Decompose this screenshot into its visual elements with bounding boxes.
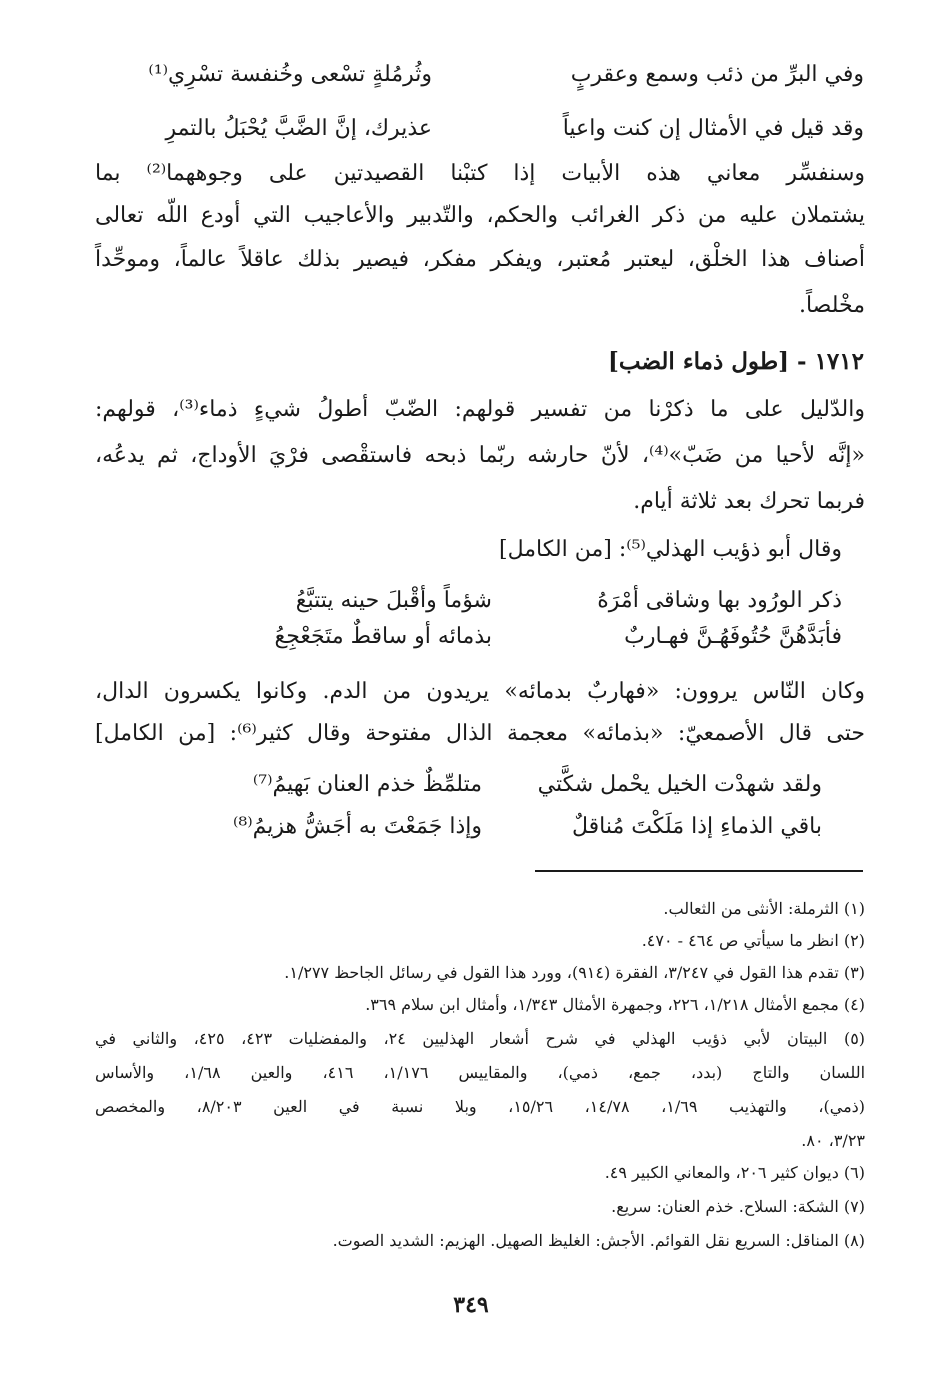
paragraph-1-line-1: وسنفسِّر معاني هذه الأبيات إذا كتبْنا القصيدتين على وجوههما⁽²⁾ بما bbox=[95, 161, 865, 186]
footnote-number: (٨) bbox=[843, 1231, 865, 1250]
footnote-text: البيتان لأبي ذؤيب الهذلي في شرح أشعار الهذليين ٢٤، والمفضليات ٤٢٣، ٤٢٥، والثاني في bbox=[95, 1029, 828, 1048]
footnote-3 bbox=[95, 960, 865, 985]
footnote-number: (٣) bbox=[843, 963, 865, 982]
footnote-1 bbox=[95, 896, 865, 921]
poem-2-verse-2-second: بذمائه أو ساقطٌ متَجَعْجِعُ bbox=[274, 624, 492, 649]
verse-1-second-hemistich: وثُرمُلةٍ تسْعى وخُنفسة تسْرِي⁽¹⁾ bbox=[148, 62, 432, 87]
footnote-number: (٥) bbox=[843, 1029, 866, 1048]
paragraph-3-line-2: حتى قال الأصمعيّ: «بذمائه» معجمة الذال مفتوحة وقال كثير⁽⁶⁾: [من الكامل] bbox=[95, 721, 865, 746]
footnote-text: انظر ما سيأتي ص ٤٦٤ - ٤٧٠. bbox=[641, 931, 839, 950]
footnote-4 bbox=[95, 992, 865, 1017]
footnote-5-line-1 bbox=[95, 1026, 865, 1051]
verse-2-first-hemistich: وقد قيل في الأمثال إن كنت واعياً bbox=[562, 116, 864, 141]
section-heading: ١٧١٢ - [طول ذماء الضب] bbox=[608, 348, 864, 375]
footnote-8 bbox=[95, 1228, 865, 1253]
footnote-5-line-2: اللسان والتاج (بدد، جمع، ذمي)، والمقاييس ١/١٧٦، ٤١٦، والعين ١/٦٨، والأساس bbox=[95, 1063, 866, 1082]
footnote-6 bbox=[95, 1160, 865, 1185]
paragraph-2-line-3: فربما تحرك بعد ثلاثة أيام. bbox=[633, 489, 865, 514]
footnote-number: (٦) bbox=[843, 1163, 865, 1182]
footnote-7 bbox=[95, 1194, 865, 1219]
poem-2-verse-2-first: فأبَدَّهُنَّ حُتُوفَهُـنَّ فهـاربٌ bbox=[624, 624, 842, 649]
footnote-text: تقدم هذا القول في ٣/٢٤٧، الفقرة (٩١٤)، وورد هذا القول في رسائل الجاحظ ١/٢٧٧. bbox=[284, 963, 839, 982]
paragraph-1-line-3: أصناف هذا الخلْق، ليعتبر مُعتبر، ويفكر مفكر، فيصير بذلك عاقلاً عالماً، وموحِّداً bbox=[95, 247, 865, 272]
poem-3-verse-2-second: وإذا جَمَعْتَ به أجَشُّ هزيمُ⁽⁸⁾ bbox=[233, 814, 482, 839]
paragraph-2-line-2: «إنَّه لأحيا من ضَبّ»⁽⁴⁾، لأنّ حارشه ربّما ذبحه فاستقْصى فرْيَ الأوداج، ثم يدعُه، bbox=[95, 443, 865, 468]
paragraph-1-line-4: مخْلصاً. bbox=[798, 293, 865, 318]
footnote-5-line-3: (ذمي)، والتهذيب ١/٦٩، ١٤/٧٨، ١٥/٢٦، وبلا نسبة في العين ٨/٢٠٣، والمخصص bbox=[95, 1097, 866, 1116]
poem-2-verse-1-second: شؤماً وأقْبلَ حينه يتتبَّعُ bbox=[295, 588, 492, 613]
footnote-text: الشكة: السلاح. خذم العنان: سريع. bbox=[611, 1197, 839, 1216]
footnote-text: المناقل: السريع نقل القوائم. الأجش: الغليظ الصهيل. الهزيم: الشديد الصوت. bbox=[332, 1231, 839, 1250]
verse-2-second-hemistich: عذيرك، إنَّ الضَّبَّ يُحْبَلُ بالتمرِ bbox=[165, 116, 432, 141]
footnote-text: الثرملة: الأنثى من الثعالب. bbox=[663, 899, 839, 918]
footnote-number: (٤) bbox=[843, 995, 865, 1014]
poem-2-verse-1-first: ذكر الورُود بها وشاقى أمْرَهُ bbox=[597, 588, 842, 613]
footnote-number: (١) bbox=[843, 899, 865, 918]
poem-intro-line: وقال أبو ذؤيب الهذلي⁽⁵⁾: [من الكامل] bbox=[499, 537, 842, 562]
footnote-5-line-4: ٣/٢٣، ٨٠. bbox=[801, 1131, 865, 1150]
footnote-2 bbox=[95, 928, 865, 953]
poem-3-verse-1-first: ولقد شهدْت الخيل يحْمل شكَّتي bbox=[537, 772, 822, 797]
paragraph-1-line-2: يشتملان عليه من ذكر الغرائب والحكم، والتّدبير والأعاجيب التي أودع اللّه تعالى bbox=[95, 203, 865, 228]
footnote-text: مجمع الأمثال ١/٢١٨، ٢٢٦، وجمهرة الأمثال ١/٣٤٣، وأمثال ابن سلام ٣٦٩. bbox=[365, 995, 839, 1014]
footnote-number: (٢) bbox=[843, 931, 865, 950]
verse-1-first-hemistich: وفي البرِّ من ذئب وسمع وعقربٍ bbox=[570, 62, 864, 87]
paragraph-3-line-1: وكان النّاس يروون: «فهاربٌ بدمائه» يريدون من الدم. وكانوا يكسرون الدال، bbox=[95, 679, 865, 704]
poem-3-verse-2-first: باقي الذماءِ إذا مَلَكْتَ مُناقلٌ bbox=[572, 814, 822, 839]
page-number: ٣٤٩ bbox=[453, 1292, 489, 1318]
poem-3-verse-1-second: متلمِّظٌ خذم العنان بَهيمُ⁽⁷⁾ bbox=[252, 772, 482, 797]
footnote-separator bbox=[535, 870, 863, 872]
footnote-number: (٧) bbox=[843, 1197, 865, 1216]
footnote-text: ديوان كثير ٢٠٦، والمعاني الكبير ٤٩. bbox=[604, 1163, 839, 1182]
paragraph-2-line-1: والدّليل على ما ذكرْنا من تفسير قولهم: الضّبّ أطولُ شيءٍ ذماء⁽³⁾، قولهم: bbox=[95, 397, 865, 422]
